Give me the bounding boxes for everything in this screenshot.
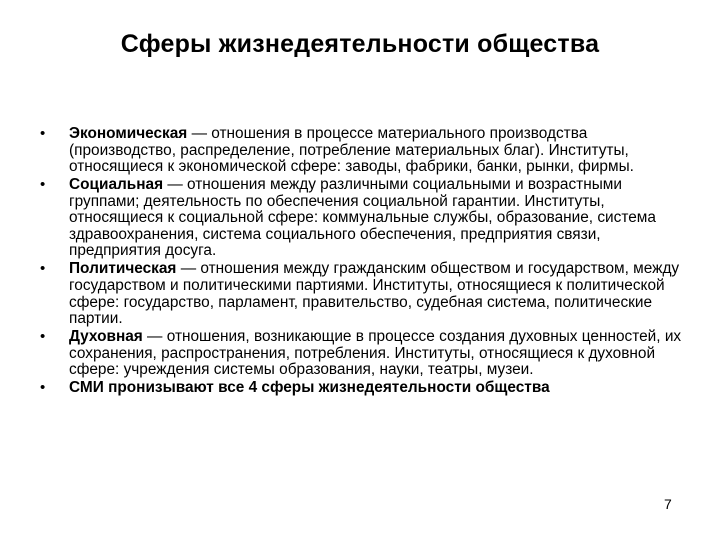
bullet-text: — отношения между различными социальными и возрастными группами; деятельность по обеспечения социальной гарантии. Институты, относящиеся к социальной сфере: коммунальные службы, образование, система здравоохранения, система социального обеспечения, предприятия связи, предприятия досуга. [69,176,656,260]
bullet-item-spiritual [40,329,685,379]
bullet-text: — отношения между гражданским обществом и государством, между государством и политическими партиями. Институты, относящиеся к политической сфере: государство, парламент, правительство, судебная система, политические партии. [69,260,680,328]
bullet-item-economic [40,126,685,176]
bullet-dot-icon: • [40,379,46,397]
bullet-dot-icon: • [40,176,46,194]
bullet-item-political [40,261,685,327]
bullet-term: Духовная [69,328,143,346]
bullet-text: — отношения, возникающие в процессе создания духовных ценностей, их сохранения, распространения, потребления. Институты, относящиеся к духовной сфере: учреждения системы образования, науки, театры, музеи. [69,328,682,379]
slide-title: Сферы жизнедеятельности общества [120,30,600,58]
bullet-term: Политическая [69,260,177,278]
bullet-dot-icon: • [40,328,46,346]
bullet-text: СМИ пронизывают все 4 сферы жизнедеятельности общества [69,379,550,397]
bullet-term: Социальная [69,176,164,194]
bullet-text: — отношения в процессе материального производства (производство, распределение, потребление материальных благ). Институты, относящиеся к экономической сфере: заводы, фабрики, банки, рынки, фирмы. [69,125,634,176]
bullet-list [40,126,685,398]
bullet-term: Экономическая [69,125,188,142]
bullet-dot-icon: • [40,125,46,142]
bullet-item-media [40,380,685,397]
page-number: 7 [664,496,672,512]
bullet-dot-icon: • [40,260,46,278]
bullet-item-social [40,177,685,260]
